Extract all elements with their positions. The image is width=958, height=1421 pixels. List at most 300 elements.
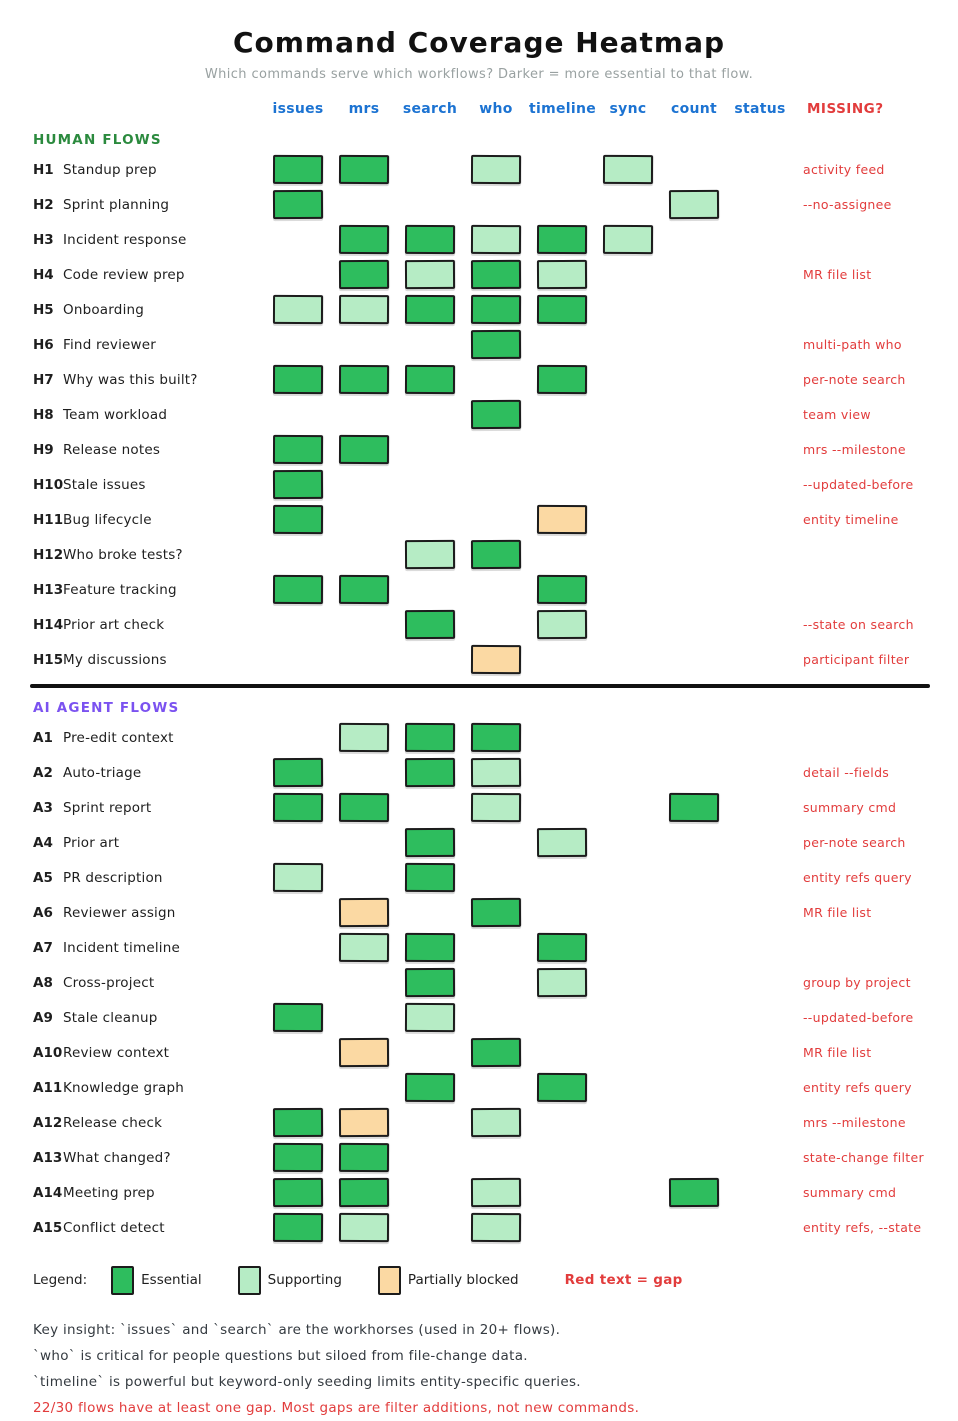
cell-slot-count [661,1175,727,1210]
cell-slot-issues [265,790,331,825]
cell-slot-count [661,572,727,607]
cell-slot-search [397,572,463,607]
cell-slot-who [463,1210,529,1245]
cell-slot-status [727,432,793,467]
flow-id: H3 [33,231,54,248]
flow-id: A11 [33,1079,63,1096]
section-label-ai: AI AGENT FLOWS [33,700,180,716]
cell-slot-sync [595,187,661,222]
flow-id: H6 [33,336,54,353]
flow-label: Who broke tests? [63,546,183,563]
cell-slot-issues [265,397,331,432]
flow-row-h10 [0,467,958,502]
flow-id: H4 [33,266,54,283]
cell-slot-count [661,1070,727,1105]
heatmap-cell-timeline-e [537,575,587,604]
supporting-swatch-icon [238,1266,261,1295]
flow-label: Meeting prep [63,1184,155,1201]
cell-slot-status [727,965,793,1000]
cell-slot-count [661,1210,727,1245]
cell-slot-count [661,860,727,895]
cell-slot-mrs [331,292,397,327]
flow-label: Pre-edit context [63,729,174,746]
cell-slot-search [397,222,463,257]
flow-row-a7 [0,930,958,965]
flow-row-h15 [0,642,958,677]
cell-slot-status [727,1035,793,1070]
cell-slot-search [397,1000,463,1035]
heatmap-cell-who-e [471,898,521,927]
cell-slot-mrs [331,152,397,187]
cell-slot-timeline [529,572,595,607]
cell-slot-who [463,825,529,860]
cell-slot-timeline [529,720,595,755]
cell-slot-status [727,1210,793,1245]
cell-slot-issues [265,292,331,327]
heatmap-cell-mrs-e [339,793,389,822]
column-header-mrs: mrs [348,101,380,117]
flow-row-h11 [0,502,958,537]
heatmap-cell-timeline-s [537,610,587,639]
cell-slot-status [727,1140,793,1175]
cell-slot-mrs [331,755,397,790]
cell-slot-who [463,1105,529,1140]
key-insight-note: `who` is critical for people questions but siloed from file-change data. [33,1348,528,1364]
cell-slot-search [397,187,463,222]
cell-slot-timeline [529,1035,595,1070]
cell-slot-mrs [331,965,397,1000]
cell-slot-issues [265,607,331,642]
cell-slot-search [397,152,463,187]
heatmap-cell-who-e [471,330,521,359]
cell-slot-issues [265,930,331,965]
cell-slot-search [397,930,463,965]
cell-slot-sync [595,1175,661,1210]
heatmap-cell-mrs-e [339,1143,389,1172]
cell-slot-count [661,152,727,187]
cell-slot-issues [265,222,331,257]
partially-blocked-swatch-icon [378,1266,401,1295]
cell-slot-issues [265,467,331,502]
missing-gap-label: activity feed [803,162,885,177]
cell-slot-timeline [529,860,595,895]
cell-slot-count [661,642,727,677]
cell-slot-search [397,537,463,572]
cell-slot-count [661,1000,727,1035]
heatmap-cell-who-e [471,295,521,324]
cell-slot-who [463,187,529,222]
cell-slot-search [397,825,463,860]
cell-slot-issues [265,720,331,755]
flow-id: A15 [33,1219,63,1236]
flow-label: Incident response [63,231,187,248]
column-header-search: search [402,101,458,117]
cell-slot-sync [595,720,661,755]
cell-slot-status [727,572,793,607]
flow-row-a15 [0,1210,958,1245]
cell-slot-sync [595,930,661,965]
cell-slot-status [727,362,793,397]
cell-slot-issues [265,895,331,930]
missing-gap-label: per-note search [803,835,906,850]
heatmap-cell-mrs-s [339,723,389,752]
key-insight-note: `timeline` is powerful but keyword-only seeding limits entity-specific queries. [33,1374,581,1390]
cell-slot-mrs [331,572,397,607]
cell-slot-mrs [331,537,397,572]
flow-label: Sprint planning [63,196,170,213]
cell-slot-issues [265,1105,331,1140]
page-title: Command Coverage Heatmap [232,26,726,59]
cell-slot-search [397,292,463,327]
section-divider [30,684,930,688]
cell-slot-count [661,327,727,362]
heatmap-cell-search-e [405,295,455,324]
flow-row-h2 [0,187,958,222]
missing-gap-label: detail --fields [803,765,890,780]
cell-slot-timeline [529,432,595,467]
heatmap-cell-timeline-e [537,225,587,254]
flow-label: Team workload [63,406,168,423]
cell-slot-sync [595,537,661,572]
cell-slot-search [397,860,463,895]
cell-slot-mrs [331,860,397,895]
cell-slot-search [397,642,463,677]
flow-label: Release check [63,1114,163,1131]
column-header-issues: issues [272,101,324,117]
cell-slot-sync [595,152,661,187]
cell-slot-who [463,397,529,432]
cell-slot-status [727,502,793,537]
flow-row-a5 [0,860,958,895]
legend-item-partially-blocked [378,1266,519,1295]
heatmap-cell-timeline-e [537,1073,587,1102]
cell-slot-who [463,1070,529,1105]
heatmap-cell-issues-e [273,1143,323,1172]
cell-slot-sync [595,895,661,930]
cell-slot-sync [595,362,661,397]
flow-id: H9 [33,441,54,458]
cell-slot-count [661,607,727,642]
column-header-who: who [479,101,513,117]
cell-slot-issues [265,187,331,222]
cell-slot-status [727,825,793,860]
flow-id: H14 [33,616,64,633]
cell-slot-timeline [529,327,595,362]
cell-slot-search [397,257,463,292]
cell-slot-issues [265,537,331,572]
cell-slot-status [727,292,793,327]
cell-slot-mrs [331,607,397,642]
key-insight-notes [33,1317,958,1421]
flow-row-h5 [0,292,958,327]
column-header-timeline: timeline [529,101,597,117]
legend-item-essential [111,1266,202,1295]
cell-slot-sync [595,467,661,502]
heatmap-cell-issues-e [273,793,323,822]
flow-row-h4 [0,257,958,292]
heatmap-cell-search-s [405,1003,455,1032]
flow-label: Find reviewer [63,336,157,353]
flow-label: My discussions [63,651,167,668]
flow-label: Incident timeline [63,939,180,956]
cell-slot-issues [265,257,331,292]
heatmap-cell-mrs-e [339,435,389,464]
cell-slot-search [397,502,463,537]
cell-slot-count [661,292,727,327]
flow-row-a9 [0,1000,958,1035]
flow-row-a1 [0,720,958,755]
cell-slot-sync [595,642,661,677]
cell-slot-timeline [529,1210,595,1245]
cell-slot-status [727,930,793,965]
heatmap-cell-count-e [669,793,719,822]
flow-id: H15 [33,651,64,668]
heatmap-cell-issues-e [273,758,323,787]
flow-label: Auto-triage [63,764,142,781]
heatmap-cell-mrs-s [339,1213,389,1242]
cell-slot-mrs [331,1035,397,1070]
heatmap-body [0,128,958,1245]
heatmap-cell-issues-e [273,470,323,499]
heatmap-cell-mrs-e [339,225,389,254]
cell-slot-who [463,327,529,362]
heatmap-cell-who-s [471,1213,521,1242]
cell-slot-status [727,537,793,572]
cell-slot-count [661,755,727,790]
heatmap-cell-timeline-s [537,968,587,997]
cell-slot-issues [265,362,331,397]
heatmap-cell-search-e [405,828,455,857]
heatmap-cell-issues-e [273,575,323,604]
cell-slot-mrs [331,720,397,755]
cell-slot-issues [265,1035,331,1070]
flow-label: Bug lifecycle [63,511,152,528]
heatmap-cell-who-s [471,793,521,822]
cell-slot-timeline [529,502,595,537]
column-header-count: count [670,101,718,117]
cell-slot-count [661,397,727,432]
cell-slot-status [727,397,793,432]
section-ai [0,696,958,1245]
flow-row-a14 [0,1175,958,1210]
cell-slot-mrs [331,790,397,825]
gap-note: Red text = gap [564,1272,683,1288]
legend-item-label: Essential [141,1272,202,1288]
heatmap-cell-who-e [471,540,521,569]
cell-slot-mrs [331,930,397,965]
cell-slot-mrs [331,1070,397,1105]
cell-slot-search [397,607,463,642]
flow-id: H12 [33,546,64,563]
heatmap-cell-mrs-e [339,575,389,604]
cell-slot-who [463,642,529,677]
heatmap-cell-issues-e [273,1108,323,1137]
heatmap-cell-who-s [471,225,521,254]
cell-slot-mrs [331,1140,397,1175]
flow-label: Code review prep [63,266,185,283]
flow-id: A8 [33,974,53,991]
heatmap-cell-issues-e [273,155,323,184]
cell-slot-timeline [529,537,595,572]
cell-slot-who [463,257,529,292]
missing-gap-label: mrs --milestone [803,1115,906,1130]
flow-label: Stale cleanup [63,1009,158,1026]
cell-slot-timeline [529,222,595,257]
cell-slot-search [397,327,463,362]
missing-gap-label: team view [803,407,871,422]
cell-slot-search [397,790,463,825]
cell-slot-issues [265,152,331,187]
page-subtitle: Which commands serve which workflows? Darker = more essential to that flow. [204,67,754,82]
cell-slot-sync [595,860,661,895]
heatmap-cell-sync-s [603,225,653,254]
cell-slot-status [727,790,793,825]
heatmap-cell-mrs-e [339,155,389,184]
cell-slot-mrs [331,432,397,467]
cell-slot-who [463,607,529,642]
heatmap-cell-issues-e [273,190,323,219]
flow-id: H10 [33,476,64,493]
cell-slot-sync [595,1070,661,1105]
cell-slot-issues [265,755,331,790]
cell-slot-sync [595,1210,661,1245]
column-header-status: status [734,101,786,117]
heatmap-cell-search-e [405,723,455,752]
cell-slot-count [661,1140,727,1175]
cell-slot-sync [595,825,661,860]
section-label-human: HUMAN FLOWS [33,132,162,148]
cell-slot-search [397,1210,463,1245]
cell-slot-search [397,895,463,930]
flow-row-h6 [0,327,958,362]
flow-id: A7 [33,939,53,956]
cell-slot-who [463,965,529,1000]
key-insight-note: Key insight: `issues` and `search` are the workhorses (used in 20+ flows). [33,1322,561,1338]
missing-gap-label: --state on search [803,617,914,632]
heatmap-cell-issues-s [273,863,323,892]
flow-row-a10 [0,1035,958,1070]
cell-slot-status [727,257,793,292]
flow-row-a12 [0,1105,958,1140]
cell-slot-mrs [331,502,397,537]
heatmap-cell-who-s [471,758,521,787]
cell-slot-count [661,790,727,825]
heatmap-cell-who-e [471,723,521,752]
flow-row-a6 [0,895,958,930]
missing-gap-label: multi-path who [803,337,902,352]
flow-id: A6 [33,904,53,921]
cell-slot-status [727,327,793,362]
cell-slot-issues [265,1210,331,1245]
heatmap-cell-search-e [405,863,455,892]
cell-slot-sync [595,1000,661,1035]
flow-id: A1 [33,729,53,746]
flow-label: Reviewer assign [63,904,176,921]
missing-gap-label: entity refs query [803,1080,912,1095]
cell-slot-who [463,1175,529,1210]
heatmap-cell-issues-s [273,295,323,324]
cell-slot-count [661,895,727,930]
cell-slot-status [727,467,793,502]
heatmap-cell-mrs-b [339,1108,389,1137]
cell-slot-status [727,187,793,222]
command-column-headers [265,101,793,117]
heatmap-cell-who-s [471,1178,521,1207]
cell-slot-count [661,1105,727,1140]
flow-label: Onboarding [63,301,145,318]
cell-slot-who [463,362,529,397]
heatmap-cell-mrs-s [339,933,389,962]
cell-slot-status [727,152,793,187]
heatmap-cell-count-e [669,1178,719,1207]
cell-slot-sync [595,1105,661,1140]
cell-slot-status [727,222,793,257]
cell-slot-mrs [331,1175,397,1210]
flow-label: Standup prep [63,161,157,178]
cell-slot-sync [595,222,661,257]
flow-label: Prior art check [63,616,165,633]
cell-slot-mrs [331,1000,397,1035]
cell-slot-status [727,860,793,895]
flow-label: Release notes [63,441,161,458]
heatmap-cell-search-s [405,260,455,289]
heatmap-cell-who-e [471,400,521,429]
legend-title: Legend: [33,1272,88,1288]
flow-id: A10 [33,1044,63,1061]
heatmap-cell-sync-s [603,155,653,184]
cell-slot-mrs [331,895,397,930]
cell-slot-who [463,572,529,607]
flow-label: Conflict detect [63,1219,165,1236]
cell-slot-mrs [331,222,397,257]
cell-slot-count [661,222,727,257]
cell-slot-search [397,1035,463,1070]
cell-slot-sync [595,327,661,362]
cell-slot-search [397,755,463,790]
heatmap-cell-search-e [405,225,455,254]
cell-slot-issues [265,502,331,537]
cell-slot-count [661,965,727,1000]
cell-slot-mrs [331,642,397,677]
legend [33,1265,958,1295]
cell-slot-issues [265,432,331,467]
heatmap-cell-search-s [405,540,455,569]
missing-gap-label: MR file list [803,1045,872,1060]
cell-slot-who [463,292,529,327]
cell-slot-issues [265,860,331,895]
cell-slot-status [727,895,793,930]
missing-gap-label: entity refs query [803,870,912,885]
cell-slot-sync [595,502,661,537]
cell-slot-issues [265,965,331,1000]
flow-row-h9 [0,432,958,467]
cell-slot-mrs [331,362,397,397]
flow-id: H7 [33,371,54,388]
heatmap-cell-search-e [405,933,455,962]
flow-label: Why was this built? [63,371,198,388]
cell-slot-who [463,1000,529,1035]
cell-slot-status [727,1175,793,1210]
flow-id: H1 [33,161,54,178]
heatmap-cell-who-s [471,1108,521,1137]
flow-row-a13 [0,1140,958,1175]
cell-slot-timeline [529,1140,595,1175]
cell-slot-timeline [529,642,595,677]
cell-slot-status [727,1000,793,1035]
flow-row-h12 [0,537,958,572]
heatmap-cell-search-e [405,758,455,787]
cell-slot-timeline [529,1175,595,1210]
